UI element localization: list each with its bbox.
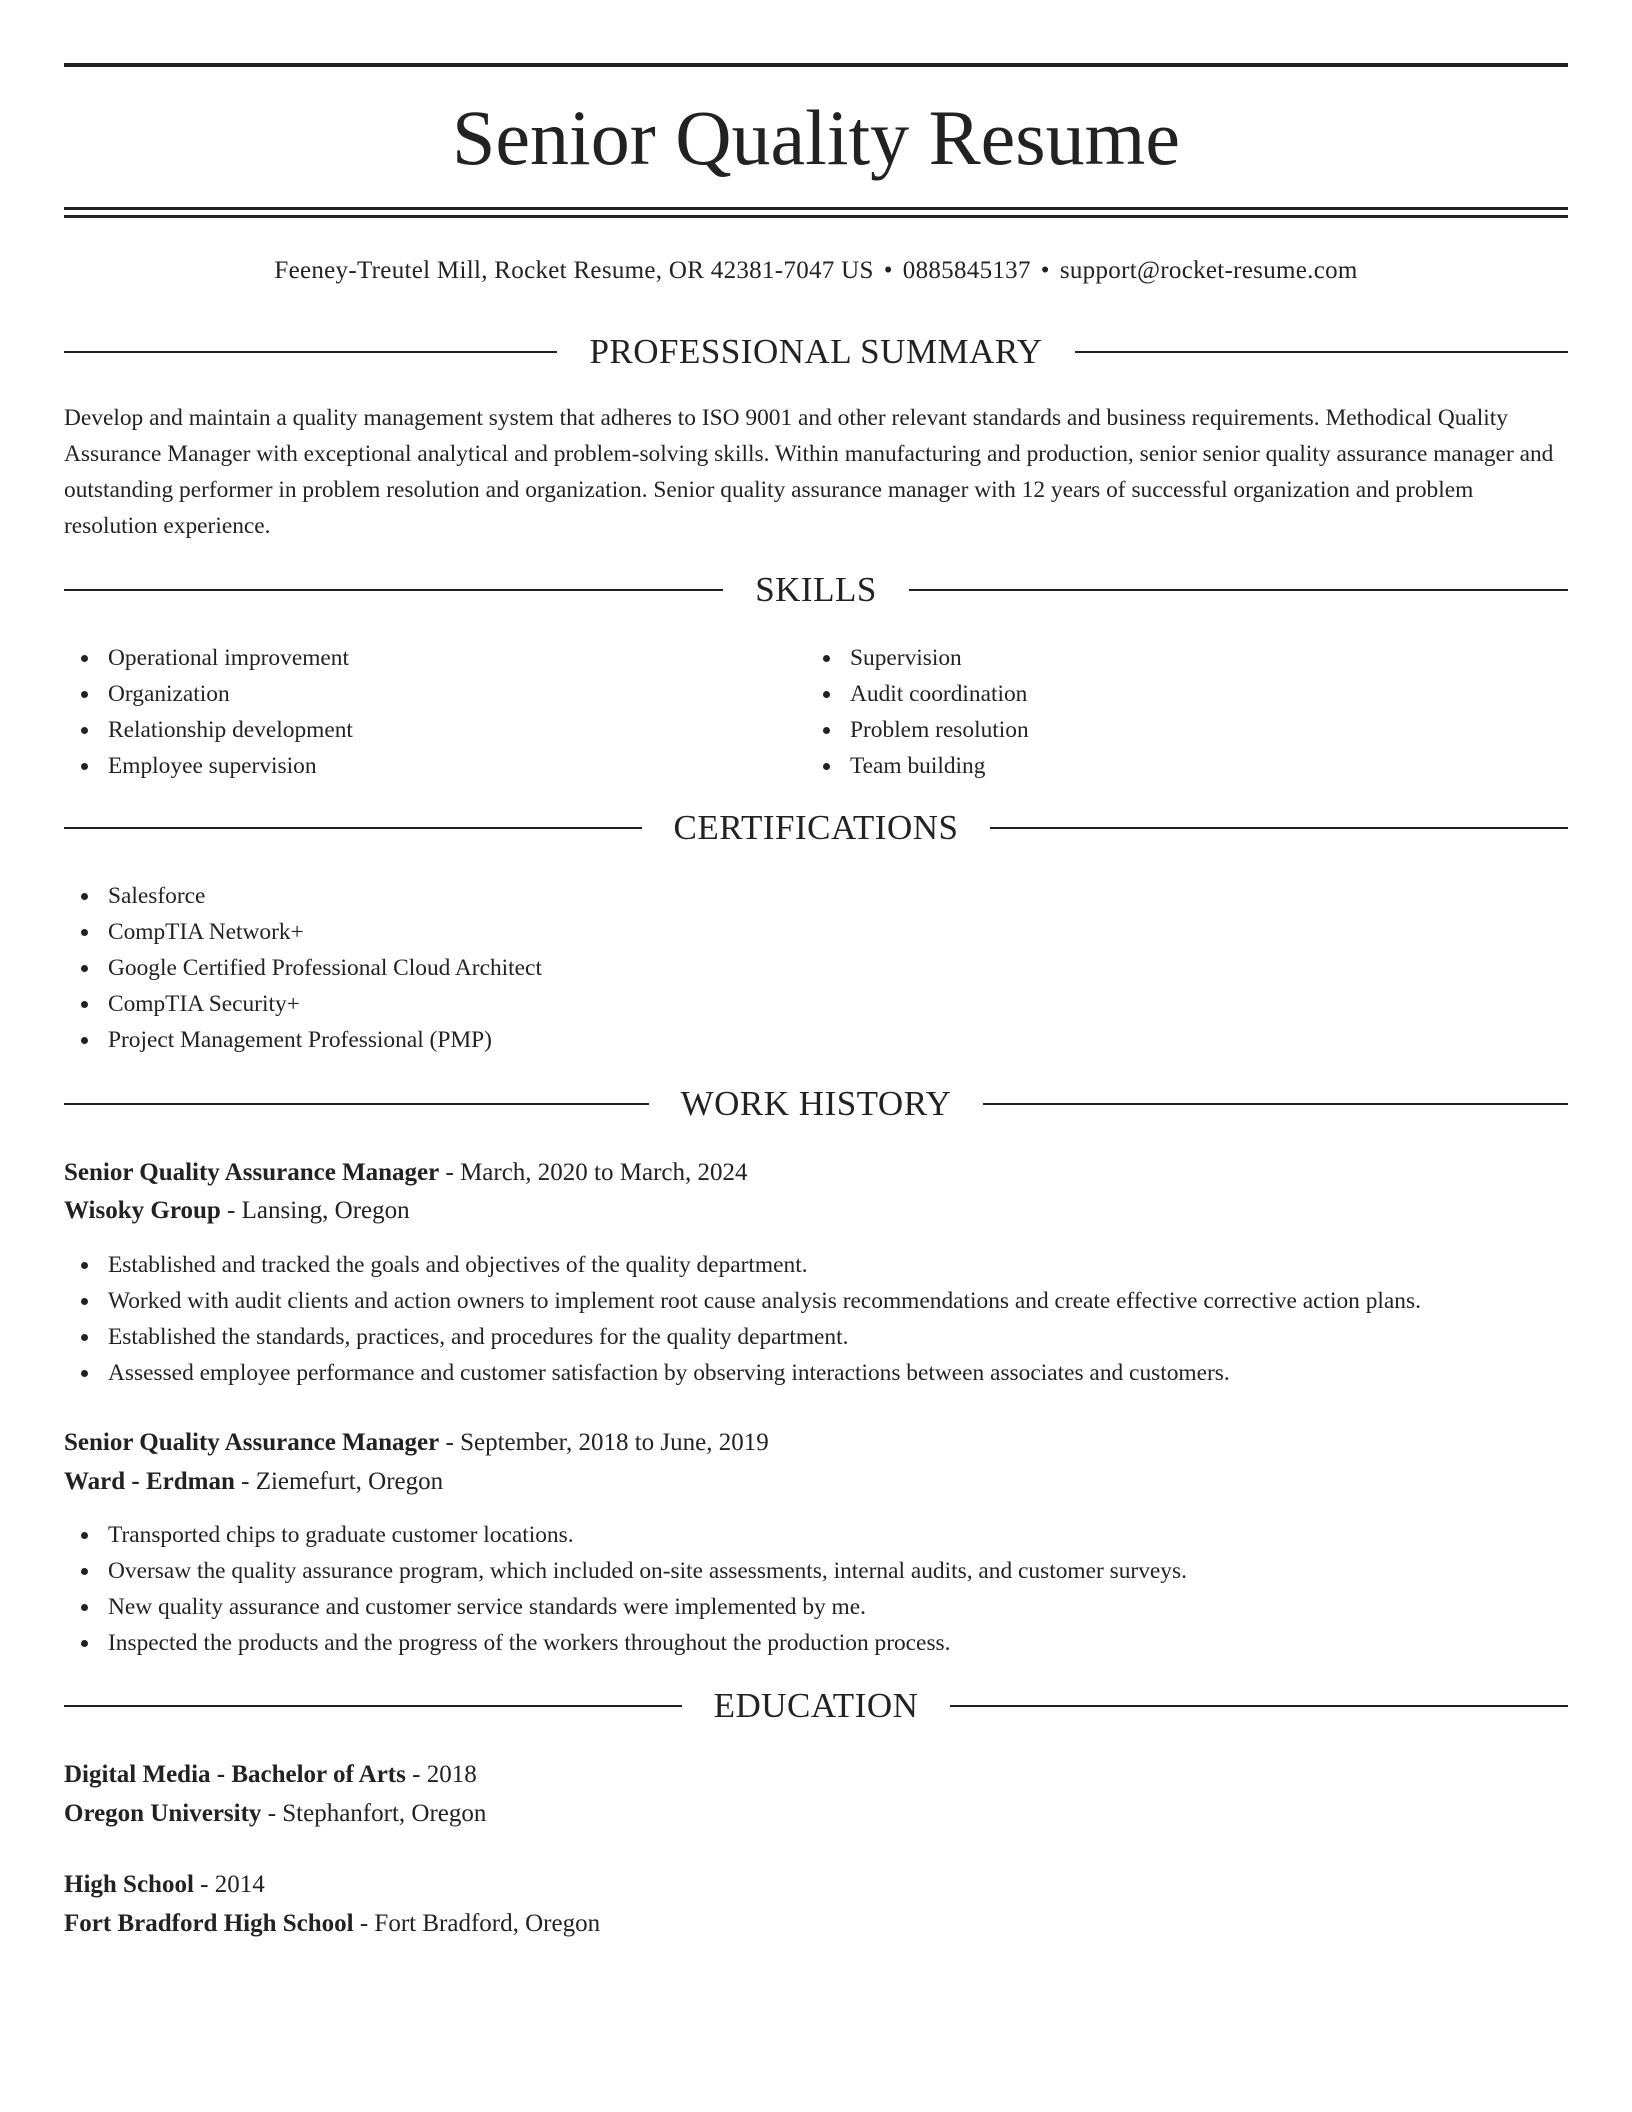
certification-item: CompTIA Security+: [64, 986, 1568, 1022]
education-heading-label: EDUCATION: [713, 1686, 919, 1725]
job-duty-item: Transported chips to graduate customer locations.: [64, 1517, 1568, 1553]
heading-rule: [990, 827, 1568, 829]
job-duty-item: Established the standards, practices, and procedures for the quality department.: [64, 1319, 1568, 1355]
job-title: Senior Quality Assurance Manager: [64, 1429, 440, 1456]
education-school: Oregon University: [64, 1800, 262, 1827]
job-location: Ziemefurt, Oregon: [255, 1468, 444, 1495]
certifications-heading: [64, 806, 1568, 850]
contact-line: [64, 254, 1568, 288]
job-company: Wisoky Group: [64, 1197, 221, 1224]
education-heading: [64, 1684, 1568, 1728]
skills-list-right: [806, 640, 1546, 784]
heading-rule: [64, 351, 557, 353]
certification-item: CompTIA Network+: [64, 914, 1568, 950]
job-dates: March, 2020 to March, 2024: [460, 1159, 748, 1186]
job-company-line: Wisoky Group - Lansing, Oregon: [64, 1197, 410, 1224]
heading-rule: [64, 589, 723, 591]
education-degree-line: Digital Media - Bachelor of Arts - 2018: [64, 1761, 477, 1788]
certification-item: Project Management Professional (PMP): [64, 1022, 1568, 1058]
summary-heading: [64, 330, 1568, 374]
job-title-line: Senior Quality Assurance Manager - September, 2018 to June, 2019: [64, 1429, 769, 1456]
skills-heading: [64, 568, 1568, 612]
education-school-line: Oregon University - Stephanfort, Oregon: [64, 1800, 487, 1827]
skill-item: Team building: [806, 748, 1546, 784]
education-location: Fort Bradford, Oregon: [374, 1910, 601, 1937]
job-title-line: Senior Quality Assurance Manager - March, 2020 to March, 2024: [64, 1159, 748, 1186]
education-degree-line: High School - 2014: [64, 1871, 265, 1898]
skill-item: Organization: [64, 676, 804, 712]
job-duty-item: Established and tracked the goals and objectives of the quality department.: [64, 1247, 1568, 1283]
heading-rule: [983, 1103, 1568, 1105]
certification-item: Google Certified Professional Cloud Architect: [64, 950, 1568, 986]
heading-rule: [950, 1705, 1568, 1707]
job-title: Senior Quality Assurance Manager: [64, 1159, 440, 1186]
job-duty-item: Assessed employee performance and customer satisfaction by observing interactions between associates and customers.: [64, 1355, 1568, 1391]
skill-item: Problem resolution: [806, 712, 1546, 748]
title-rule-upper: [64, 207, 1568, 210]
education-degree: Digital Media - Bachelor of Arts: [64, 1761, 406, 1788]
education-location: Stephanfort, Oregon: [282, 1800, 487, 1827]
summary-text: Develop and maintain a quality management system that adheres to ISO 9001 and other relevant standards and business requirements. Methodical Quality Assurance Manager with exceptional analytical and problem-solving skills. Within manufacturing and production, senior senior quality assurance manager and outstanding performer in problem resolution and organization. Senior quality assurance manager with 12 years of successful organization and problem resolution experience.: [64, 405, 1554, 539]
education-degree: High School: [64, 1871, 194, 1898]
certifications-heading-label: CERTIFICATIONS: [673, 808, 959, 847]
skill-item: Employee supervision: [64, 748, 804, 784]
job-location: Lansing, Oregon: [241, 1197, 410, 1224]
skill-item: Audit coordination: [806, 676, 1546, 712]
job-duty-item: Inspected the products and the progress of the workers throughout the production process.: [64, 1625, 1568, 1661]
title-rule-lower: [64, 215, 1568, 218]
job-duty-item: Worked with audit clients and action owners to implement root cause analysis recommendations and create effective corrective action plans.: [64, 1283, 1568, 1319]
job-company-line: Ward - Erdman - Ziemefurt, Oregon: [64, 1468, 444, 1495]
education-year: 2018: [426, 1761, 477, 1788]
heading-rule: [64, 1705, 682, 1707]
summary-heading-label: PROFESSIONAL SUMMARY: [589, 332, 1043, 371]
job-duties-list: [64, 1247, 1568, 1391]
job-dates: September, 2018 to June, 2019: [460, 1429, 769, 1456]
job-company: Ward - Erdman: [64, 1468, 235, 1495]
top-rule: [64, 63, 1568, 67]
education-school: Fort Bradford High School: [64, 1910, 354, 1937]
skill-item: Operational improvement: [64, 640, 804, 676]
skill-item: Supervision: [806, 640, 1546, 676]
education-school-line: Fort Bradford High School - Fort Bradford, Oregon: [64, 1910, 601, 1937]
skill-item: Relationship development: [64, 712, 804, 748]
heading-rule: [1075, 351, 1568, 353]
heading-rule: [64, 827, 642, 829]
job-duty-item: New quality assurance and customer service standards were implemented by me.: [64, 1589, 1568, 1625]
contact-email: support@rocket-resume.com: [1059, 257, 1358, 284]
skills-list-left: [64, 640, 804, 784]
contact-phone: 0885845137: [902, 257, 1031, 284]
education-year: 2014: [214, 1871, 265, 1898]
job-duty-item: Oversaw the quality assurance program, which included on-site assessments, internal audits, and customer surveys.: [64, 1553, 1568, 1589]
work-history-heading-label: WORK HISTORY: [680, 1084, 952, 1123]
contact-separator: •: [1040, 257, 1050, 284]
job-duties-list: [64, 1517, 1568, 1661]
heading-rule: [909, 589, 1568, 591]
heading-rule: [64, 1103, 649, 1105]
certification-item: Salesforce: [64, 878, 1568, 914]
skills-heading-label: SKILLS: [755, 570, 877, 609]
resume-title: Senior Quality Resume: [452, 94, 1180, 181]
contact-address: Feeney-Treutel Mill, Rocket Resume, OR 42381-7047 US: [274, 257, 874, 284]
contact-separator: •: [883, 257, 893, 284]
certifications-list: [64, 878, 1568, 1058]
work-history-heading: [64, 1082, 1568, 1126]
